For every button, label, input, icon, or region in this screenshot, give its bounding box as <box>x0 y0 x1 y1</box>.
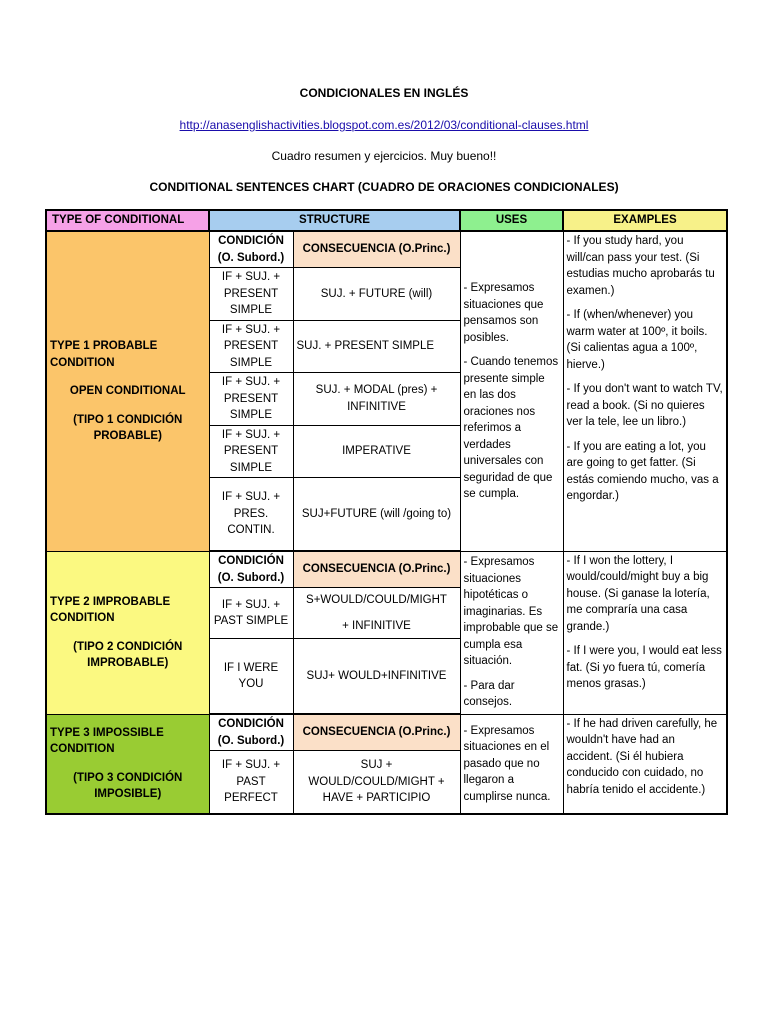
type3-cons-1: SUJ + WOULD/COULD/MIGHT + HAVE + PARTICIPIO <box>293 751 460 815</box>
type1-cond-4: IF + SUJ. + PRESENT SIMPLE <box>209 425 293 478</box>
type1-alt: OPEN CONDITIONAL <box>69 385 186 397</box>
type2-uses-b: - Para dar consejos. <box>463 679 515 709</box>
type1-cons-2: SUJ. + PRESENT SIMPLE <box>293 320 460 373</box>
type2-examples <box>563 551 727 714</box>
type1-cond-5: IF + SUJ. + PRES. CONTIN. <box>209 478 293 552</box>
type2-example-2: - If I were you, I would eat less fat. (Si yo fuera tú, comería menos grasas.) <box>566 645 722 690</box>
table-row <box>46 231 727 268</box>
type2-cond-2: IF I WERE YOU <box>209 639 293 715</box>
type1-cond-1: IF + SUJ. + PRESENT SIMPLE <box>209 268 293 321</box>
header-type: TYPE OF CONDITIONAL <box>46 210 209 231</box>
document-subtitle: Cuadro resumen y ejercicios. Muy bueno!! <box>271 149 497 163</box>
type1-name: TYPE 1 PROBABLE CONDITION <box>50 340 158 369</box>
type2-example-1: - If I won the lottery, I would/could/might buy a big house. (Si ganase la lotería, me compraría una casa grande.) <box>566 554 710 633</box>
type1-cons-4: IMPERATIVE <box>293 425 460 478</box>
type2-uses <box>460 551 563 714</box>
table-row <box>46 551 727 588</box>
type2-cons-2: SUJ+ WOULD+INFINITIVE <box>293 639 460 715</box>
type1-uses-a: - Expresamos situaciones que pensamos son posibles. <box>463 282 544 344</box>
type3-example-1: - If he had driven carefully, he wouldn't have had an accident. (Si él hubiera conducido con cuidado, no habría tenido el accidente.) <box>566 717 718 796</box>
type3-examples <box>563 714 727 814</box>
type1-consequence-header: CONSECUENCIA (O.Princ.) <box>293 231 460 268</box>
header-uses: USES <box>460 210 563 231</box>
header-structure: STRUCTURE <box>209 210 460 231</box>
type3-condition-header: CONDICIÓN (O. Subord.) <box>209 714 293 751</box>
source-link-line <box>0 118 768 132</box>
type1-uses-b: - Cuando tenemos presente simple en las dos oraciones nos referimos a verdades universales con seguridad de que se cumpla. <box>463 356 559 500</box>
type1-cons-1: SUJ. + FUTURE (will) <box>293 268 460 321</box>
source-link[interactable]: http://anasenglishactivities.blogspot.com.es/2012/03/conditional-clauses.html <box>179 118 589 132</box>
type2-cons-1 <box>293 588 460 639</box>
type1-example-4: - If you are eating a lot, you are going to get fatter. (Si estás comiendo mucho, vas a engordar.) <box>566 440 719 502</box>
type3-cond-1: IF + SUJ. + PAST PERFECT <box>209 751 293 815</box>
type1-example-3: - If you don't want to watch TV, read a book. (Si no quieres ver la tele, lee un libro.) <box>566 383 723 428</box>
type3-spanish: (TIPO 3 CONDICIÓN IMPOSIBLE) <box>73 771 183 801</box>
type1-examples <box>563 231 727 551</box>
conditionals-table <box>45 209 728 815</box>
type3-uses: - Expresamos situaciones en el pasado que no llegaron a cumplirse nunca. <box>460 714 563 814</box>
type2-uses-a: - Expresamos situaciones hipotéticas o imaginarias. Es improbable que se cumpla esa situación. <box>463 556 559 668</box>
type1-condition-header: CONDICIÓN (O. Subord.) <box>209 231 293 268</box>
type1-cons-5: SUJ+FUTURE (will /going to) <box>293 478 460 552</box>
type1-spanish: (TIPO 1 CONDICIÓN PROBABLE) <box>73 413 183 442</box>
type2-cell <box>46 551 209 714</box>
type1-uses <box>460 231 563 551</box>
type1-cell <box>46 231 209 551</box>
type1-example-2: - If (when/whenever) you warm water at 100º, it boils. (Si calientas agua a 100º, hierve.) <box>566 309 708 371</box>
type3-name: TYPE 3 IMPOSSIBLE CONDITION <box>50 726 164 756</box>
type2-cond-1: IF + SUJ. + PAST SIMPLE <box>209 588 293 639</box>
table-header-row <box>46 210 727 231</box>
header-examples: EXAMPLES <box>563 210 727 231</box>
type1-cond-2: IF + SUJ. + PRESENT SIMPLE <box>209 320 293 373</box>
type2-cons-1b: + INFINITIVE <box>342 620 411 632</box>
type2-cons-1a: S+WOULD/COULD/MIGHT <box>306 593 447 606</box>
type3-cell <box>46 714 209 814</box>
document-title: CONDICIONALES EN INGLÉS <box>299 86 469 100</box>
chart-title: CONDITIONAL SENTENCES CHART (CUADRO DE ORACIONES CONDICIONALES) <box>149 180 619 194</box>
type2-name: TYPE 2 IMPROBABLE CONDITION <box>50 595 171 624</box>
type3-consequence-header: CONSECUENCIA (O.Princ.) <box>293 714 460 751</box>
type1-example-1: - If you study hard, you will/can pass your test. (Si estudias mucho aprobarás tu examen.) <box>566 235 715 297</box>
type1-cons-3: SUJ. + MODAL (pres) + INFINITIVE <box>293 373 460 426</box>
type1-cond-3: IF + SUJ. + PRESENT SIMPLE <box>209 373 293 426</box>
type2-condition-header: CONDICIÓN (O. Subord.) <box>209 551 293 588</box>
type2-consequence-header: CONSECUENCIA (O.Princ.) <box>293 551 460 588</box>
table-row <box>46 714 727 751</box>
type2-spanish: (TIPO 2 CONDICIÓN IMPROBABLE) <box>73 640 183 669</box>
